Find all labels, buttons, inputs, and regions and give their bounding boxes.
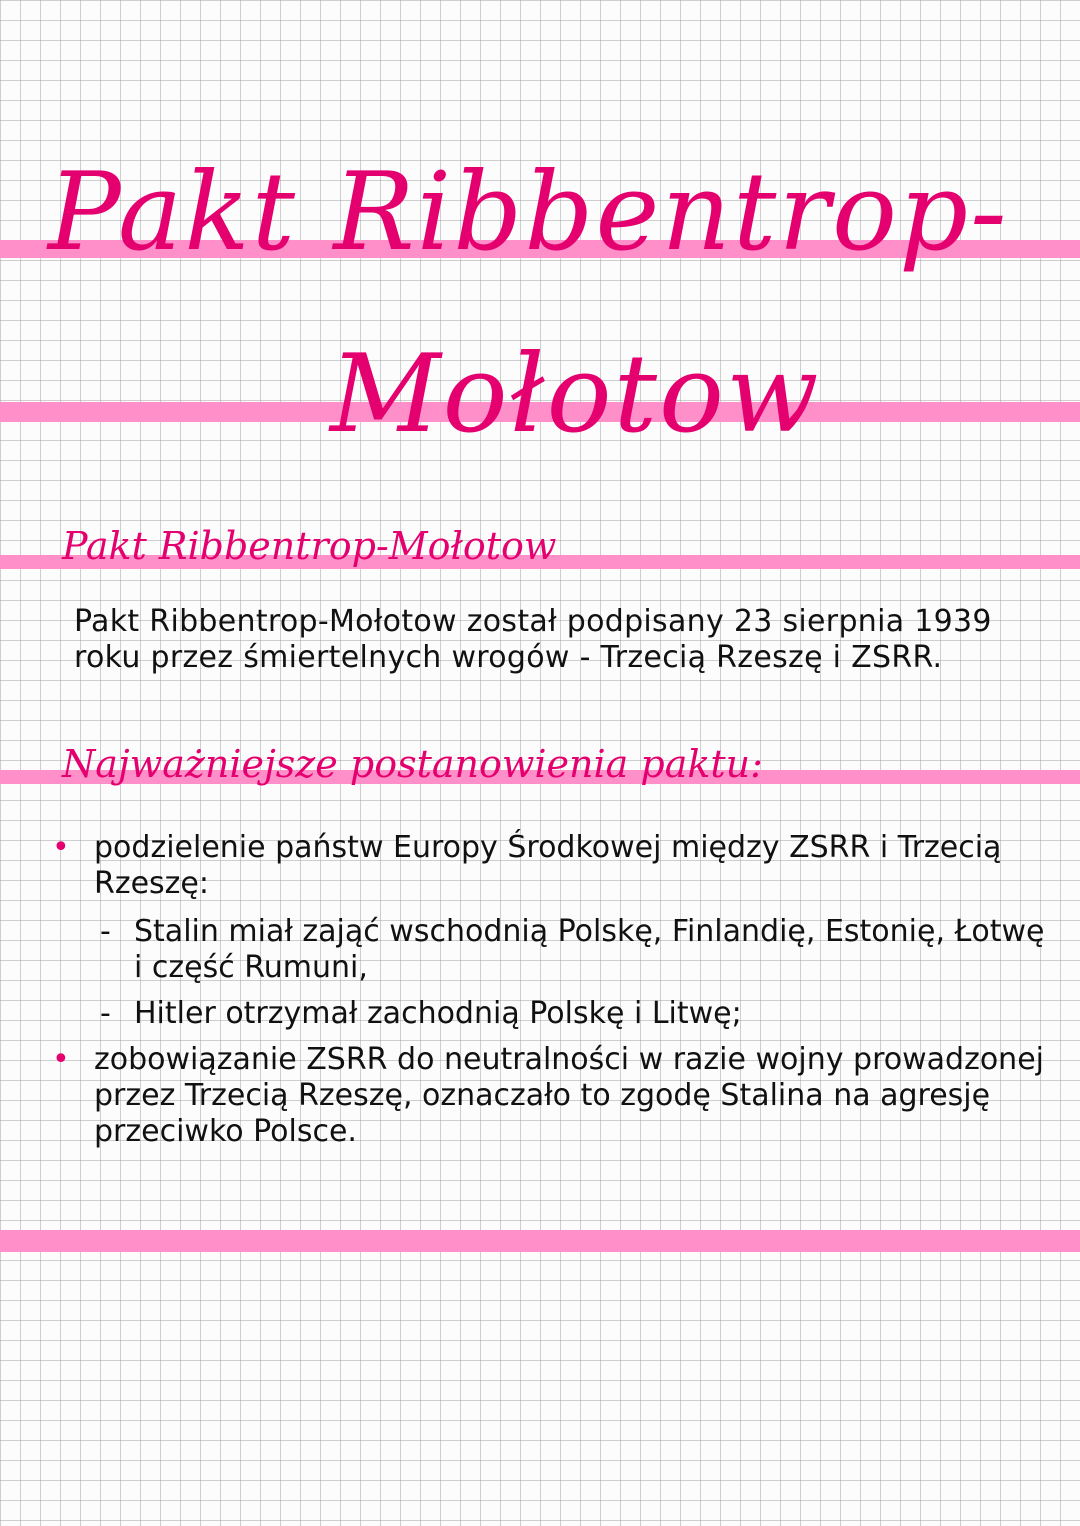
- sub-list-item: [94, 996, 1060, 1032]
- sub-list-item-text: Hitler otrzymał zachodnią Polskę i Litwę;: [134, 996, 742, 1031]
- provisions-list: [50, 830, 1060, 1150]
- section-heading-provisions: Najważniejsze postanowienia paktu:: [62, 742, 763, 786]
- dash-icon: -: [100, 996, 111, 1031]
- sub-list-item-text: Stalin miał zająć wschodnią Polskę, Finlandię, Estonię, Łotwę i część Rumuni,: [134, 914, 1045, 985]
- bullet-icon: •: [52, 830, 70, 865]
- page-title-line-2: Mołotow: [330, 332, 821, 457]
- section-heading-pact: Pakt Ribbentrop-Mołotow: [62, 524, 557, 568]
- sub-list: [94, 914, 1060, 1032]
- dash-icon: -: [100, 914, 111, 949]
- highlight-stripe: [0, 1230, 1080, 1252]
- list-item: [50, 830, 1060, 1032]
- page-title-line-1: Pakt Ribbentrop-: [48, 150, 1009, 275]
- list-item-text: podzielenie państw Europy Środkowej między ZSRR i Trzecią Rzeszę:: [94, 830, 1002, 901]
- bullet-icon: •: [52, 1042, 70, 1077]
- sub-list-item: [94, 914, 1060, 986]
- list-item-text: zobowiązanie ZSRR do neutralności w razie wojny prowadzonej przez Trzecią Rzeszę, oznaczało to zgodę Stalina na agresję przeciwko Polsce.: [94, 1042, 1044, 1149]
- section-paragraph-pact: Pakt Ribbentrop-Mołotow został podpisany 23 sierpnia 1939 roku przez śmiertelnych wrogów - Trzecią Rzeszę i ZSRR.: [74, 604, 992, 675]
- list-item: [50, 1042, 1060, 1150]
